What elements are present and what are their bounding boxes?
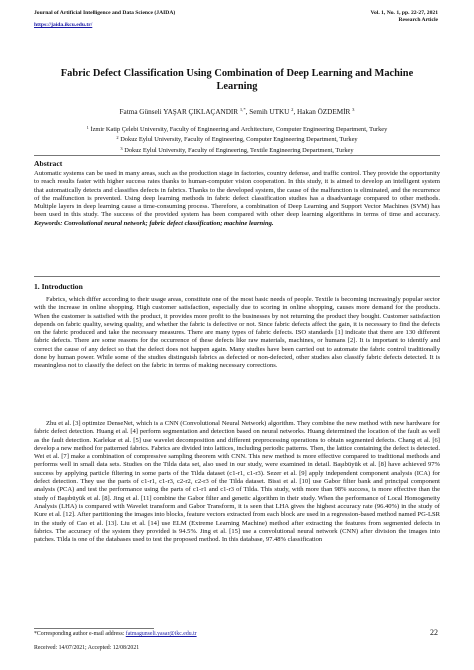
corresponding-label: *Corresponding author e-mail address: [34, 631, 126, 637]
abstract-body [34, 170, 440, 228]
intro-paragraph-1: Fabrics, which differ according to their usage areas, constitute one of the most basic needs of people. Textile is becoming increasingly popular sector with the increase in online shopping. High customer satisfaction, especially due to scoring in online shopping, causes more demand for the products. When the customer is satisfied with the product, it provides more profit to the businesses by not returning the product they bought. Customer satisfaction depends on fabric quality, sewing quality, and whether the fabric is defective or not. Since fabric defects affect the gain, it is necessary to find the defects on the fabric produced and take the necessary measures. There are many types of fabric defects. ISO standards [1] indicate that there are 130 different fabric defects. There are some reasons for the occurrence of these defects like raw materials, machines, or humans [2]. It is important to identify and correct the cause of any defect so that the defect does not happen again. Many studies have been carried out to automate the fabric control traditionally done by human power. While some of the studies distinguish fabrics as defected or non-defected, other studies also classify fabric defects detected. It is meaningless not to classify the defect on the fabric in terms of making necessary corrections. [34, 296, 440, 370]
author-name: Hakan ÖZDEMİR [297, 108, 351, 116]
volume-info: Vol. 1, No. 1, pp. 22-27, 2021 [370, 10, 438, 16]
author-name: Fatma Günseli YAŞAR ÇIKLAÇANDIR [119, 108, 239, 116]
affil-mark: 2 [116, 135, 119, 141]
page-number: 22 [430, 628, 438, 637]
author-affil-mark: 3 [352, 107, 355, 112]
keywords: Keywords: Convolutional neural network; fabric defect classification; machine learning. [34, 219, 274, 227]
journal-url-link[interactable]: https://jaida.ikcu.edu.tr/ [34, 22, 93, 29]
abstract-text: Automatic systems can be used in many areas, such as the production stage in factories, country defense, and traffic control. They provide the opportunity to reach results faster with higher success rates thanks to human-computer vision cooperation. In this study, it is aimed to develop an intelligent system that automatically detects and classifies defects in fabrics. Thanks to the developed system, the cause of the malfunction is eliminated, and the recurrence of the malfunction is prevented. Using deep learning methods in fabric defect classification studies has a disadvantage compared to other methods. Multiple layers in deep learning cause a time-consuming process. Therefore, a combination of Deep Learning and Support Vector Machines (SVM) has been used in this study. The success of the provided system has been compared with other deep learning algorithms in terms of time and accuracy. [34, 170, 440, 219]
affiliation [30, 124, 444, 134]
received-dates: Received: 14/07/2021; Accepted: 12/08/2021 [34, 644, 140, 651]
author-affil-mark: 1,* [239, 107, 246, 112]
author-list: Fatma Günseli YAŞAR ÇIKLAÇANDIR $^{1,*}$, Semih UTKU $^2$, Hakan ÖZDEMİR $^3$ [119, 107, 355, 116]
footnote-divider [34, 628, 154, 629]
footnote [34, 631, 197, 652]
affiliation-list [30, 124, 444, 155]
affiliation [30, 145, 444, 155]
affil-mark: 1 [86, 125, 89, 130]
journal-name: Journal of Artificial Intelligence and Data Science (JAIDA) [34, 10, 176, 16]
affil-text: Dokuz Eylul University, Faculty of Engineering, Textile Engineering Department, Turkey [124, 146, 354, 154]
divider [34, 276, 440, 277]
affiliation [30, 134, 444, 144]
issue-info [370, 10, 438, 24]
affil-text: Dokuz Eylul University, Faculty of Engineering, Computer Engineering Department, Turkey [120, 136, 358, 144]
author-email-link[interactable]: fatmagunseli.yasar@ikc.edu.tr [125, 631, 197, 637]
author-affil-mark: 2 [291, 107, 294, 112]
article-type: Research Article [398, 17, 438, 24]
author-name: Semih UTKU [249, 108, 290, 116]
abstract-heading: Abstract [34, 159, 63, 168]
affil-mark: 3 [120, 145, 123, 151]
divider [34, 155, 440, 156]
introduction-heading: 1. Introduction [34, 282, 83, 291]
journal-header [34, 10, 175, 29]
intro-paragraph-2: Zhu et al. [3] optimize DenseNet, which is a CNN (Convolutional Neural Network) algorithm. They combine the new method with new hardware for fabric defect detection. Huang et al. [4] perform segmentation and detection based on neural networks. Huang determined the location of the fault as well as the fault detection. Karlekar et al. [5] use wavelet decomposition and different preprocessing operations to obtain segmented defects. Chang et al. [6] develop a new method for patterned fabrics. Fabrics are divided into lattices, including periodic patterns. Then, the lattice containing the defect is detected. Wei et al. [7] make a combination of compressive sampling theorem with CNN. This new method is more effective compared to traditional methods and performs well in small data sets. Studies on the Tilda data set, also used in our study, were examined in detail. Başıbüyük et al. [8] have achieved 97% success by applying particle filtering in some parts of the Tilda dataset (c1-r1, c1-r3). Sezer et al. [9] apply independent component analysis (ICA) for defect detection. They use the parts of c1-r1, c1-r3, c2-r2, c2-r3 of the Tilda dataset. Bissi et al. [10] use Gabor filter bank and principal component analysis (PCA) and test the performance using the parts of c1-r1 and c1-r3 of Tilda. This study, with more than 98% success, is more effective than the study of Başıbüyük et al. [8]. Jing et al. [11] combine the Gabor filter and genetic algorithm in their study. When the performance of Local Homogeneity Analysis (LHA) is compared with Wavelet transform and Gabor Transform, it is seen that LHA gives the highest accuracy rate (96.40%) in the study of Kure et al. [12]. After partitioning the images into blocks, feature vectors extracted from each block are used in a regression-based method named PG-LSR in the study of Cao et al. [13]. Liu et al. [14] use ELM (Extreme Learning Machine) method after extracting the features from segmented defects in fabrics. The accuracy of the system they provided is 94.5%. Jing et al. [15] use a convolutional neural network (CNN) after division the images into patches. Tilda is one of the databases used to test the proposed method. In this database, 97.48% classification [34, 420, 440, 544]
paper-title: Fabric Defect Classification Using Combination of Deep Learning and Machine Learning [60, 68, 414, 92]
affil-text: İzmir Katip Çelebi University, Faculty of Engineering and Architecture, Computer Engineering Department, Turkey [90, 126, 388, 133]
